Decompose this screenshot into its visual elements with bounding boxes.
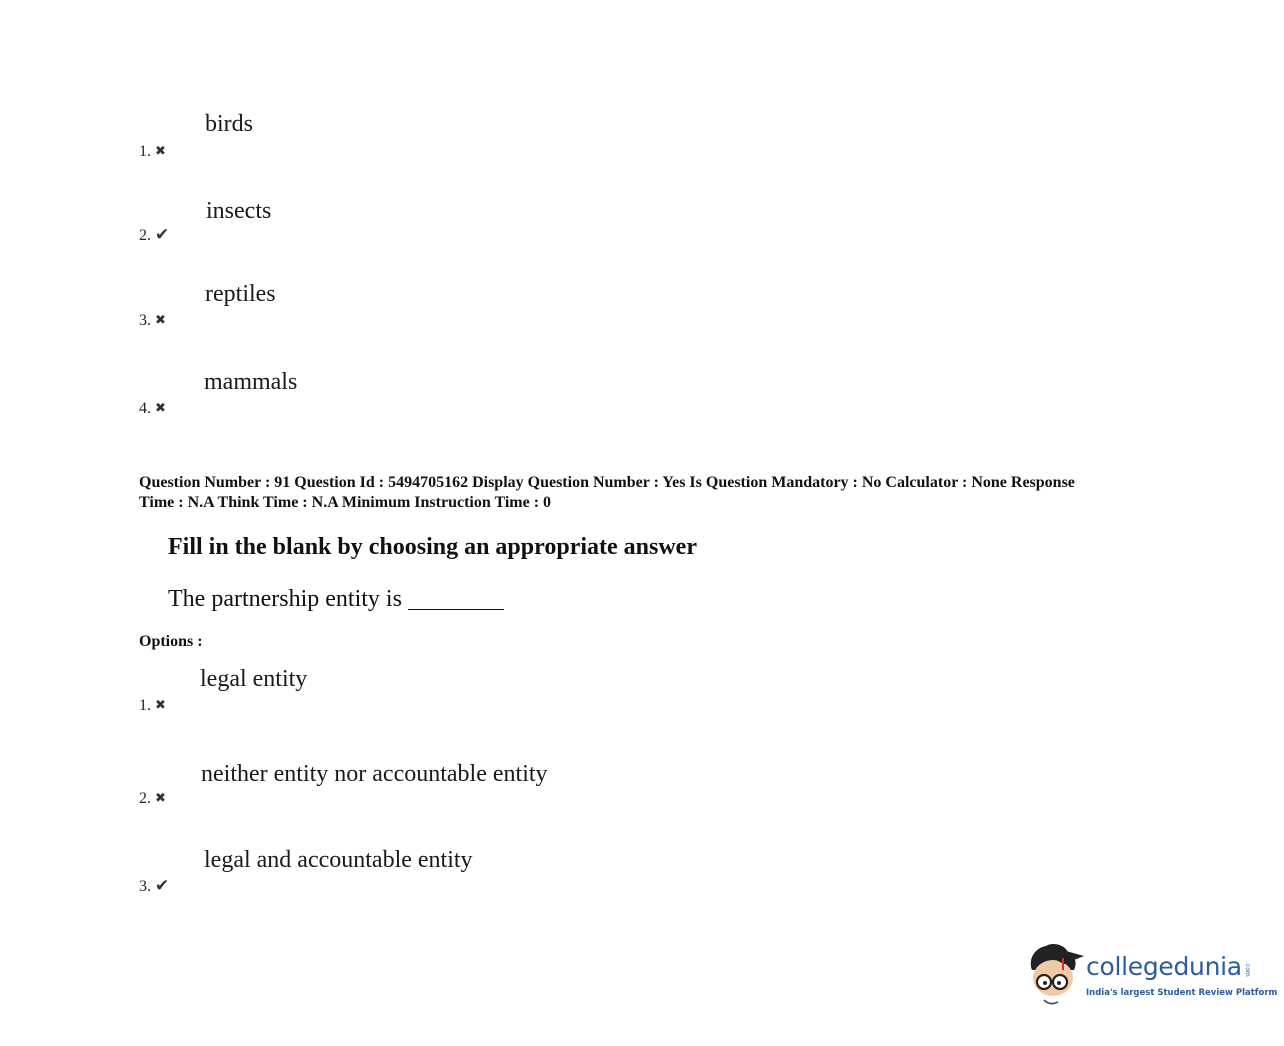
option-1-number [139, 697, 166, 715]
question-instruction: Fill in the blank by choosing an appropriate answer [168, 534, 697, 560]
prev-option-1-number [139, 143, 166, 161]
prev-option-3-label: 3. [139, 312, 151, 329]
option-1-label: 1. [139, 697, 151, 714]
option-2-text: neither entity nor accountable entity [201, 761, 548, 787]
logo-wordmark: collegedunia [1086, 952, 1242, 981]
fill-blank [408, 585, 504, 610]
prev-option-3-number [139, 312, 166, 330]
check-icon: ✔ [155, 225, 170, 245]
cross-icon: ✖ [155, 698, 166, 713]
question-metadata-line-2: Time : N.A Think Time : N.A Minimum Instruction Time : 0 [139, 493, 552, 511]
prev-option-2-label: 2. [139, 227, 151, 244]
prev-option-2-number [139, 226, 169, 245]
option-1-text: legal entity [200, 666, 308, 692]
collegedunia-logo [1024, 940, 1278, 1012]
prev-option-1-label: 1. [139, 143, 151, 160]
question-metadata-line-1: Question Number : 91 Question Id : 5494705162 Display Question Number : Yes Is Question Mandatory : No Calculator : None Response [139, 474, 1075, 491]
cross-icon: ✖ [155, 791, 166, 806]
prev-option-4-number [139, 400, 166, 418]
cross-icon: ✖ [155, 313, 166, 328]
question-metadata [139, 473, 1169, 512]
question-text-row [168, 584, 504, 614]
prev-option-2-text: insects [206, 198, 272, 224]
option-2-number [139, 790, 166, 808]
logo-suffix: .com [1244, 962, 1251, 977]
option-3-text: legal and accountable entity [204, 847, 473, 873]
option-3-number [139, 877, 169, 896]
options-label: Options : [139, 633, 203, 650]
option-2-label: 2. [139, 790, 151, 807]
prev-option-1-text: birds [205, 111, 253, 137]
prev-option-4-label: 4. [139, 400, 151, 417]
mascot-icon [1024, 940, 1086, 1012]
cross-icon: ✖ [155, 401, 166, 416]
question-text: The partnership entity is [168, 586, 402, 612]
prev-option-3-text: reptiles [205, 281, 276, 307]
option-3-label: 3. [139, 878, 151, 895]
cross-icon: ✖ [155, 144, 166, 159]
check-icon: ✔ [155, 876, 170, 896]
prev-option-4-text: mammals [204, 369, 298, 395]
logo-tagline: India's largest Student Review Platform [1086, 988, 1278, 998]
